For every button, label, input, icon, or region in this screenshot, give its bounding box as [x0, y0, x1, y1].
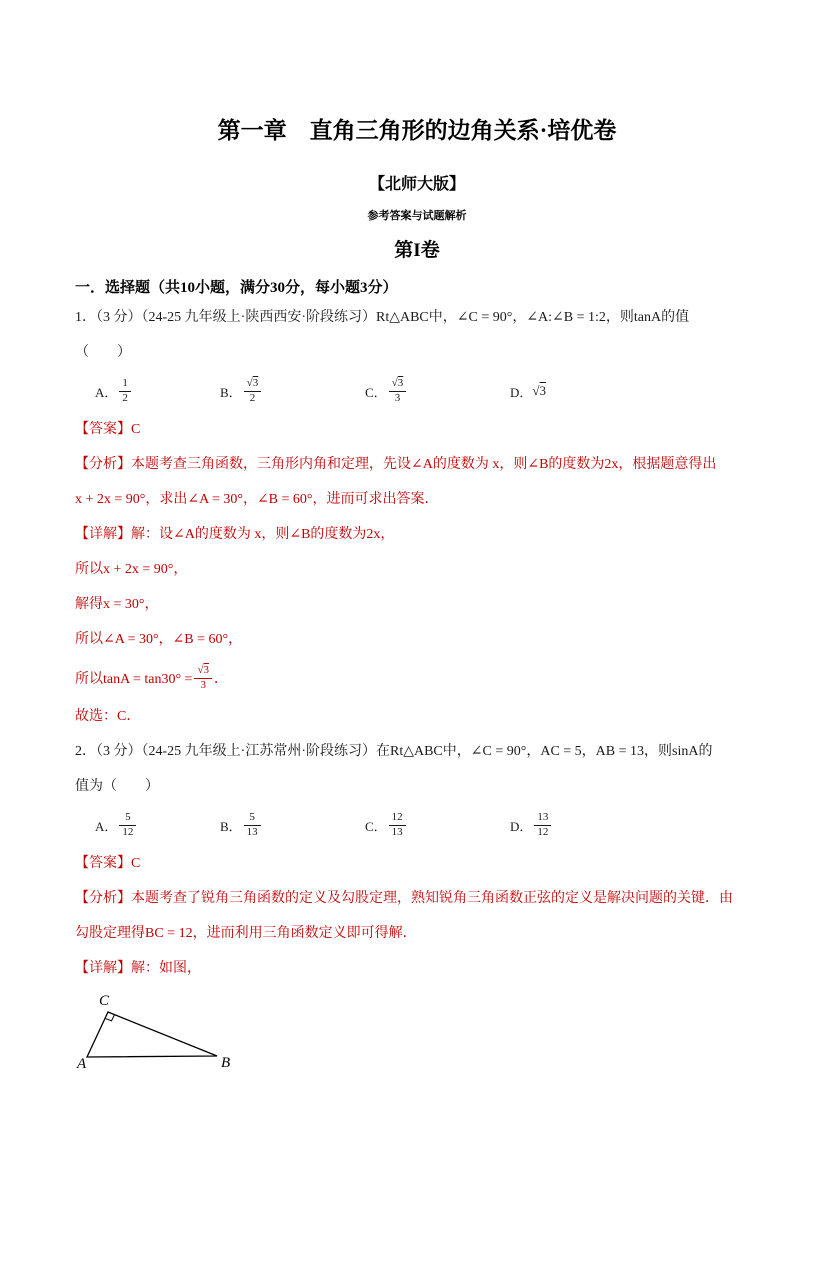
q1-option-c-fraction: $\frac{√3}{3}$	[389, 377, 407, 406]
q2-option-b-fraction: $\frac{5}{13}$	[244, 811, 261, 840]
right-triangle-diagram	[75, 992, 250, 1077]
q2-option-b	[220, 811, 365, 840]
q1-analysis-line1: 【分析】本题考查三角函数，三角形内角和定理，先设∠A的度数为 x，则∠B的度数为2x，根据题意得出	[75, 457, 717, 472]
vertex-b-label: B	[221, 1055, 231, 1071]
q1-analysis-line2: x + 2x = 90°，求出∠A = 30°，∠B = 60°，进而可求出答案．	[75, 492, 439, 507]
q2-option-c	[365, 811, 510, 840]
q2-option-d-label: D．	[510, 818, 533, 834]
q2-stem-line1: 2．（3 分）（24-25 九年级上·江苏常州·阶段练习）在Rt△ABC中，∠C = 90°，AC = 5，AB = 13，则sinA的	[75, 744, 713, 759]
q1-step2: 解得x = 30°，	[75, 597, 159, 612]
q1-option-c	[365, 377, 510, 406]
q2-answer: 【答案】C	[75, 856, 141, 871]
document-page	[0, 116, 827, 1077]
q2-option-c-label: C．	[365, 818, 387, 834]
q2-option-d-fraction: $\frac{13}{12}$	[534, 811, 551, 840]
q1-conclusion: 故选：C．	[75, 709, 141, 724]
q2-triangle-figure	[75, 992, 250, 1077]
q1-answer: 【答案】C	[75, 422, 141, 437]
q2-option-c-fraction: $\frac{12}{13}$	[389, 811, 406, 840]
q1-options-row	[75, 370, 759, 412]
q2-option-a	[95, 811, 220, 840]
q1-step4-suffix: ．	[213, 672, 228, 687]
page-title: 第一章 直角三角形的边角关系·培优卷	[217, 118, 617, 143]
answers-subtitle: 参考答案与试题解析	[367, 210, 467, 222]
q1-option-b-fraction: $\frac{√3}{2}$	[244, 377, 262, 406]
q1-option-c-label: C．	[365, 384, 387, 400]
q1-option-a-fraction: $\frac{1}{2}$	[119, 377, 131, 406]
q2-option-a-label: A．	[95, 818, 118, 834]
q1-option-d-value: √3	[532, 383, 547, 398]
q2-analysis-line1: 【分析】本题考查了锐角三角函数的定义及勾股定理，熟知锐角三角函数正弦的定义是解决问题的关键．由	[75, 891, 733, 906]
q1-option-b	[220, 377, 365, 406]
q1-step3: 所以∠A = 30°，∠B = 60°，	[75, 632, 243, 647]
vertex-c-label: C	[99, 993, 110, 1009]
vertex-a-label: A	[77, 1056, 87, 1072]
edition-label: 【北师大版】	[368, 176, 465, 193]
section-heading: 一．选择题（共10小题，满分30分，每小题3分）	[75, 280, 398, 296]
q1-option-b-label: B．	[220, 384, 242, 400]
q2-stem-line2: 值为（ ）	[75, 779, 159, 794]
q1-option-d	[510, 382, 546, 401]
q2-option-d	[510, 811, 553, 840]
q1-step4	[75, 657, 759, 699]
q1-option-a	[95, 377, 220, 406]
q2-option-b-label: B．	[220, 818, 242, 834]
q2-options-row	[75, 804, 759, 846]
q2-detail: 【详解】解：如图，	[75, 961, 201, 976]
q1-step4-prefix: 所以tanA = tan30° =	[75, 672, 193, 687]
volume-heading: 第I卷	[394, 240, 440, 261]
q2-analysis-line2: 勾股定理得BC = 12，进而利用三角函数定义即可得解．	[75, 926, 417, 941]
q1-option-d-label: D．	[510, 384, 533, 400]
q1-step4-fraction: $\frac{√3}{3}$	[194, 664, 212, 693]
q2-option-a-fraction: $\frac{5}{12}$	[119, 811, 136, 840]
q1-stem-line2: （ ）	[75, 345, 131, 360]
q1-step1: 所以x + 2x = 90°，	[75, 562, 188, 577]
q1-detail: 【详解】解：设∠A的度数为 x，则∠B的度数为2x，	[75, 527, 395, 542]
q1-option-a-label: A．	[95, 384, 118, 400]
q1-stem-line1: 1．（3 分）（24-25 九年级上·陕西西安·阶段练习）Rt△ABC中，∠C = 90°，∠A:∠B = 1:2，则tanA的值	[75, 310, 690, 325]
